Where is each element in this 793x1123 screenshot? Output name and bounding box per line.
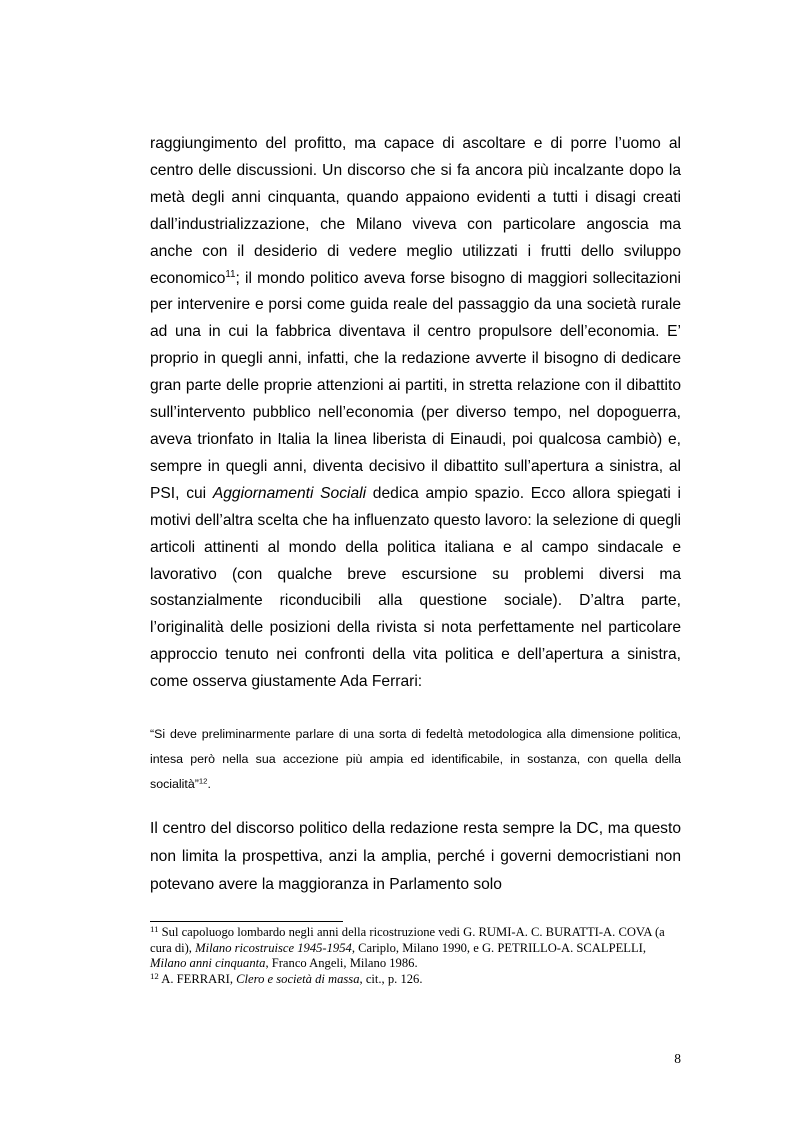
page-number: 8 [674, 1051, 681, 1066]
quote-text: “Si deve preliminarmente parlare di una sorta di fedeltà metodologica alla dimensione politica, intesa però nella sua accezione più ampia ed identificabile, in sostanza, con quella della socialità” [150, 727, 681, 791]
body-text-segment: ; il mondo politico aveva forse bisogno di maggiori sollecitazioni per intervenire e porsi come guida reale del passaggio da una società rurale ad una in cui la fabbrica diventava il centro propulsore dell’economia. E’ proprio in quegli anni, infatti, che la redazione avverte il bisogno di dedicare gran parte delle proprie attenzioni ai partiti, in stretta relazione con il dibattito sull’intervento pubblico nell’economia (per diverso tempo, nel dopoguerra, aveva trionfato in Italia la linea liberista di Einaudi, poi qualcosa cambiò) e, sempre in quegli anni, diventa decisivo il dibattito sull’apertura a sinistra, al PSI, cui [150, 269, 681, 502]
footnote-text: , Franco Angeli, Milano 1986. [265, 956, 418, 971]
body-text-segment: dedica ampio spazio. Ecco allora spiegati i motivi dell’altra scelta che ha influenzato questo lavoro: la selezione di quegli articoli attinenti al mondo della politica italiana e al campo sindacale e lavorativo (con qualche breve escursione su problemi diversi ma sostanzialmente riconducibili alla questione sociale). D’altra parte, l’originalità delle posizioni della rivista si nota perfettamente nel particolare approccio tenuto nei confronti della vita politica e dell’apertura a sinistra, come osserva giustamente Ada Ferrari: [150, 484, 681, 691]
footnote [150, 925, 681, 972]
footnote-text: , cit., p. 126. [359, 971, 423, 986]
footnote-text: A. FERRARI, [158, 971, 237, 986]
body-paragraph [150, 131, 681, 696]
body-paragraph: Il centro del discorso politico della redazione resta sempre la DC, ma questo non limita la prospettiva, anzi la amplia, perché i governi democristiani non potevano avere la maggioranza in Parlamento solo [150, 820, 681, 893]
footnote-reference[interactable]: 11 [225, 268, 236, 280]
book-title: Milano ricostruisce 1945-1954 [195, 940, 352, 955]
journal-title: Aggiornamenti Sociali [212, 484, 367, 502]
book-title: Milano anni cinquanta [150, 956, 266, 971]
footnote [150, 972, 681, 988]
footnote-text: , Cariplo, Milano 1990, e G. PETRILLO-A. SCALPELLI, [351, 940, 647, 955]
footnotes [150, 925, 681, 987]
quote-end: . [207, 777, 211, 791]
footnote-number: 11 [150, 924, 159, 935]
book-title: Clero e società di massa [236, 971, 360, 986]
body-text-segment: raggiungimento del profitto, ma capace di ascoltare e di porre l’uomo al centro delle discussioni. Un discorso che si fa ancora più incalzante dopo la metà degli anni cinquanta, quando appaiono evidenti a tutti i disagi creati dall’industrializzazione, che Milano viveva con particolare angoscia ma anche con il desiderio di vedere meglio utilizzati i frutti dello sviluppo economico [150, 135, 681, 287]
footnote-separator [150, 921, 343, 922]
footnote-number: 12 [150, 970, 159, 981]
block-quote [150, 722, 681, 797]
footnote-text: Sul capoluogo lombardo negli anni della ricostruzione vedi G. RUMI-A. C. BURATTI-A. COVA (a cura di), [150, 925, 665, 955]
footnote-reference[interactable]: 12 [198, 776, 208, 786]
